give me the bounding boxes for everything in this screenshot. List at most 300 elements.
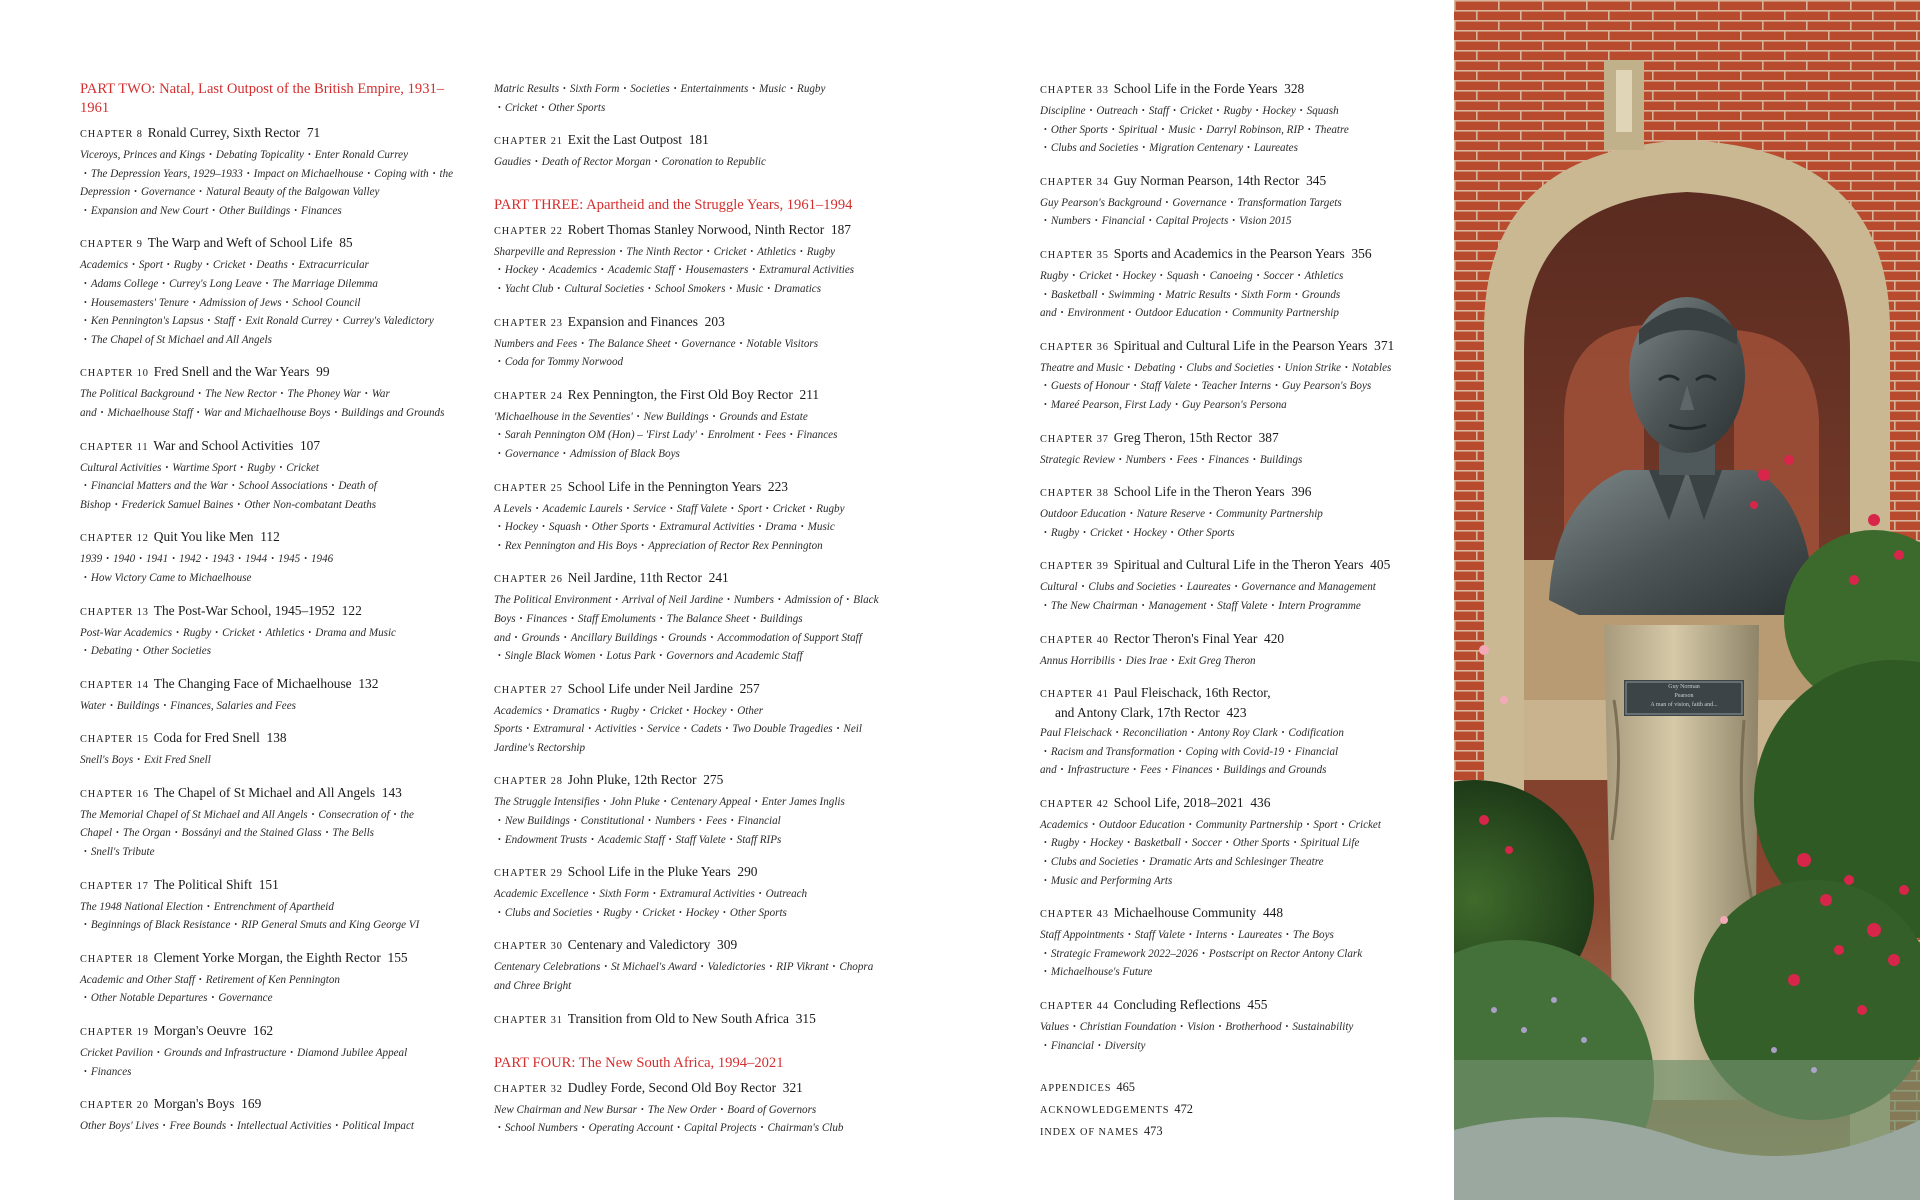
chapter-entry [80, 124, 460, 220]
chapter-number: CHAPTER 14 [80, 679, 149, 691]
bullet-separator: • [84, 168, 87, 178]
chapter-title: The Political Shift [153, 876, 252, 892]
subtopic: Squash [1306, 105, 1339, 117]
bullet-separator: • [1225, 838, 1229, 848]
subtopic: Appreciation of Rector Rex Pennington [648, 539, 823, 552]
subtopic: New Buildings [643, 410, 709, 423]
bullet-separator: • [1142, 143, 1146, 153]
subtopic: Migration Centenary [1149, 142, 1244, 155]
subtopic: Music [1168, 123, 1196, 136]
bullet-separator: • [137, 755, 141, 765]
bullet-separator: • [205, 554, 208, 564]
subtopic: Environment [1067, 307, 1125, 320]
chapter-entry [80, 949, 460, 1008]
bullet-separator: • [498, 357, 501, 367]
chapter-page-number: 420 [1264, 630, 1285, 646]
chapter-heading [1040, 904, 1435, 924]
chapter-entry [494, 131, 884, 172]
back-matter-page: 465 [1116, 1080, 1135, 1095]
chapter-subtopics [1040, 102, 1435, 158]
bullet-separator: • [307, 150, 311, 159]
bullet-separator: • [654, 157, 658, 167]
bullet-separator: • [110, 700, 113, 710]
bullet-separator: • [1184, 838, 1188, 848]
bullet-separator: • [519, 613, 523, 623]
chapter-entry [494, 1079, 884, 1138]
chapter-title: Spiritual and Cultural Life in the Theron Years [1113, 557, 1364, 573]
subtopic: Clubs and Societies [1088, 581, 1176, 594]
chapter-entry [1040, 630, 1435, 671]
bullet-separator: • [1285, 1022, 1289, 1032]
subtopic: Sport [1313, 818, 1338, 831]
bullet-separator: • [1231, 930, 1235, 940]
subtopic: Vision 2015 [1239, 215, 1292, 228]
bullet-separator: • [294, 205, 298, 215]
subtopic: Governance [140, 186, 196, 199]
subtopic: The Marriage Dilemma [272, 277, 378, 290]
subtopic: Fees [705, 815, 727, 828]
bullet-separator: • [84, 297, 87, 307]
bullet-separator: • [132, 260, 135, 270]
subtopic: Other Sports [591, 521, 649, 534]
chapter-entry [1040, 337, 1435, 415]
subtopic: The Bells [332, 827, 374, 840]
subtopic: The Political Background [80, 388, 195, 401]
chapter-heading [494, 386, 884, 406]
bullet-separator: • [364, 389, 368, 399]
chapter-number: CHAPTER 44 [1040, 1001, 1109, 1013]
bullet-separator: • [1210, 600, 1214, 610]
subtopic: Postscript on Rector Antony Clark [1208, 947, 1363, 960]
subtopic: Deaths [256, 259, 288, 272]
chapter-number: CHAPTER 23 [494, 317, 563, 329]
subtopic: Swimming [1108, 288, 1155, 301]
chapter-heading [80, 876, 460, 896]
bullet-separator: • [1194, 381, 1198, 391]
bullet-separator: • [304, 554, 307, 564]
bullet-separator: • [767, 283, 771, 293]
bullet-separator: • [1092, 819, 1095, 829]
bullet-separator: • [615, 595, 619, 605]
subtopic: Antony Roy Clark [1198, 727, 1278, 740]
bullet-separator: • [712, 411, 716, 421]
bullet-separator: • [1044, 143, 1047, 153]
bullet-separator: • [1044, 600, 1047, 610]
subtopic: Michaelhouse Staff [107, 406, 193, 419]
chapter-page-number: 309 [717, 937, 738, 953]
chapter-page-number: 257 [739, 680, 760, 696]
subtopic: Ancillary Buildings [570, 631, 658, 644]
subtopic: Governance [218, 992, 273, 1005]
bullet-separator: • [678, 265, 682, 275]
bullet-separator: • [546, 705, 549, 715]
bullet-separator: • [230, 1121, 234, 1131]
subtopic: Guy Pearson's Background [1040, 196, 1162, 209]
chapter-entry [80, 234, 460, 349]
bullet-separator: • [663, 797, 667, 807]
chapter-subtopics [494, 1101, 884, 1138]
bullet-separator: • [1097, 1040, 1101, 1050]
chapter-number: CHAPTER 29 [494, 868, 563, 880]
bust-plaque-text [1628, 683, 1740, 713]
chapter-heading [80, 784, 460, 804]
bullet-separator: • [1230, 197, 1234, 207]
chapter-subtopics [1040, 505, 1435, 542]
bullet-separator: • [581, 338, 585, 348]
bullet-separator: • [393, 809, 397, 819]
chapter-heading [494, 680, 884, 700]
subtopic: Reconciliation [1122, 727, 1188, 740]
bullet-separator: • [498, 834, 501, 844]
chapter-number: CHAPTER 21 [494, 136, 563, 148]
bullet-separator: • [1179, 582, 1183, 592]
chapter-title: Centenary and Valedictory [567, 937, 711, 953]
chapter-page-number: 345 [1306, 172, 1327, 188]
chapter-subtopics [1040, 194, 1435, 231]
bullet-separator: • [727, 595, 730, 605]
subtopic: Staff Valete [1134, 929, 1185, 942]
chapter-page-number: 275 [703, 772, 724, 788]
chapter-page-number: 321 [782, 1079, 803, 1095]
subtopic: Finances [90, 1065, 132, 1078]
bullet-separator: • [1133, 381, 1137, 391]
chapter-entry [494, 478, 884, 556]
bullet-separator: • [498, 907, 501, 917]
bullet-separator: • [1281, 728, 1285, 738]
toc-column-middle [494, 80, 884, 1152]
subtopic: Cricket Pavilion [80, 1047, 154, 1060]
toc-column-left [80, 80, 460, 1150]
chapter-title: Paul Fleischack, 16th Rector, [1113, 685, 1271, 701]
bullet-separator: • [498, 1123, 501, 1133]
bullet-separator: • [84, 646, 87, 656]
subtopic: Buildings and [494, 612, 803, 644]
subtopic: Wartime Sport [172, 461, 237, 474]
bullet-separator: • [1044, 399, 1047, 409]
subtopic: Retirement of Ken Pennington [205, 973, 340, 986]
chapter-number: CHAPTER 10 [80, 368, 149, 380]
bullet-separator: • [677, 1123, 680, 1133]
subtopic: Staff Emoluments [577, 612, 656, 625]
bullet-separator: • [846, 595, 850, 605]
chapter-subtopics [1040, 926, 1435, 982]
bullet-separator: • [1345, 362, 1348, 372]
chapter-title: The Changing Face of Michaelhouse [153, 675, 352, 691]
bullet-separator: • [1297, 270, 1301, 280]
subtopic: Neil Jardine's Rectorship [494, 723, 862, 754]
bullet-separator: • [1173, 106, 1176, 115]
subtopic: Laureates [1186, 581, 1231, 594]
subtopic: Entrenchment of Apartheid [213, 900, 334, 913]
subtopic: Chopra and Chree Bright [494, 961, 874, 993]
bullet-separator: • [790, 84, 794, 93]
bullet-separator: • [730, 705, 734, 715]
subtopic: Frederick Samuel Baines [121, 498, 234, 511]
bullet-separator: • [1127, 362, 1131, 372]
bullet-separator: • [648, 816, 651, 826]
bullet-separator: • [258, 627, 262, 637]
bullet-separator: • [700, 430, 704, 440]
bullet-separator: • [760, 1123, 764, 1133]
subtopic: Soccer [1263, 269, 1294, 282]
bullet-separator: • [498, 448, 501, 458]
bullet-separator: • [207, 316, 211, 326]
chapter-page-number: 99 [316, 364, 330, 380]
chapter-heading [1040, 556, 1435, 576]
chapter-subtopics [80, 1044, 460, 1081]
subtopic: Grounds [668, 631, 707, 644]
chapter-heading [80, 675, 460, 695]
subtopic: The Ninth Rector [626, 245, 703, 258]
chapter-subtopics [494, 243, 884, 299]
subtopic: 1942 [179, 553, 202, 566]
subtopic: Dramatics [774, 282, 822, 295]
chapter-subtopics [80, 806, 460, 862]
bullet-separator: • [1127, 930, 1131, 940]
bullet-separator: • [514, 632, 518, 642]
subtopic: Impact on Michaelhouse [253, 167, 364, 180]
chapter-entry [1040, 483, 1435, 542]
subtopic: Rugby [610, 704, 639, 717]
chapter-subtopics [494, 591, 884, 665]
bullet-separator: • [100, 407, 104, 417]
chapter-title: Rector Theron's Final Year [1113, 630, 1258, 646]
subtopic: Codification [1288, 727, 1344, 740]
subtopic: The New Order [647, 1103, 717, 1116]
subtopic: Notable Visitors [746, 337, 819, 350]
chapter-number: CHAPTER 9 [80, 239, 143, 251]
subtopic: Coping with Covid-19 [1185, 745, 1285, 758]
subtopic: Staff Valete [676, 502, 728, 515]
subtopic: Theatre and Music [1040, 361, 1124, 374]
subtopic: Spiritual Life [1300, 837, 1360, 850]
chapter-entry [494, 863, 884, 922]
toc-entries [1040, 80, 1435, 1055]
subtopic: Music [807, 521, 835, 534]
bullet-separator: • [1072, 1022, 1076, 1032]
chapter-subtopics [494, 702, 884, 758]
subtopic: A Levels [494, 502, 532, 515]
bullet-separator: • [136, 646, 139, 656]
subtopic: Guy Pearson's Boys [1281, 380, 1372, 393]
bullet-separator: • [1044, 838, 1047, 848]
subtopic: Service [633, 502, 666, 515]
subtopic: Other Boys' Lives [80, 1120, 159, 1133]
bullet-separator: • [1118, 655, 1122, 665]
subtopic: Beginnings of Black Resistance [90, 919, 231, 932]
subtopic: Debating Topicality [215, 149, 304, 161]
subtopic: Governors and Academic Staff [666, 650, 803, 663]
subtopic: Housemasters' Tenure [90, 296, 189, 309]
bullet-separator: • [534, 157, 538, 167]
bullet-separator: • [84, 847, 87, 857]
subtopic: Numbers [1050, 215, 1091, 228]
bullet-separator: • [571, 613, 574, 623]
chapter-heading [1040, 483, 1435, 503]
subtopic: Other Sports [548, 101, 606, 114]
subtopic: Endowment Trusts [504, 833, 588, 846]
bullet-separator: • [215, 627, 219, 637]
part-heading: PART FOUR: The New South Africa, 1994–2021 [494, 1054, 784, 1071]
subtopic: Darryl Robinson, RIP [1206, 123, 1304, 136]
chapter-subtopics [494, 885, 884, 922]
subtopic: Spiritual [1118, 123, 1158, 136]
bullet-separator: • [498, 265, 501, 275]
subtopic: Dramatic Arts and Schlesinger Theatre [1149, 856, 1324, 869]
back-matter-label: INDEX OF NAMES [1040, 1127, 1139, 1139]
subtopic: Extramural [533, 723, 585, 736]
bullet-separator: • [706, 246, 710, 256]
bullet-separator: • [165, 462, 169, 472]
bullet-separator: • [1044, 216, 1047, 226]
bullet-separator: • [752, 265, 756, 275]
chapter-subtopics [80, 550, 460, 587]
subtopic: Canoeing [1209, 269, 1253, 282]
chapter-heading [1040, 337, 1435, 357]
subtopic: The Political Environment [494, 594, 612, 607]
subtopic: Other Sports [1232, 837, 1290, 850]
chapter-page-number: 371 [1374, 337, 1395, 353]
chapter-entry [80, 528, 460, 587]
chapter-page-number: 155 [387, 949, 408, 965]
subtopic: Extramural Activities [759, 264, 855, 277]
chapter-title: Spiritual and Cultural Life in the Pearson Years [1113, 337, 1368, 353]
chapter-title-line2 [1040, 704, 1435, 722]
chapter-title: The Chapel of St Michael and All Angels [153, 784, 376, 800]
chapter-subtopics [80, 385, 460, 422]
subtopic: Numbers [733, 594, 774, 607]
bullet-separator: • [238, 316, 242, 326]
bullet-separator: • [1216, 106, 1220, 115]
subtopic: Hockey [693, 704, 727, 717]
bullet-separator: • [1188, 819, 1192, 829]
subtopic: Guy Pearson's Persona [1182, 398, 1287, 411]
subtopic: Sharpeville and Repression [494, 245, 616, 258]
chapter-number: CHAPTER 39 [1040, 561, 1109, 573]
bullet-separator: • [231, 481, 235, 491]
chapter-page-number: 290 [737, 864, 758, 880]
bullet-separator: • [1044, 381, 1047, 391]
subtopic: Extracurricular [298, 259, 369, 272]
chapter-number: CHAPTER 20 [80, 1100, 149, 1112]
subtopic: The 1948 National Election [80, 900, 203, 913]
chapter-number: CHAPTER 19 [80, 1027, 149, 1039]
subtopic: Cricket [1348, 818, 1381, 831]
bullet-separator: • [335, 1121, 339, 1131]
bullet-separator: • [192, 297, 196, 307]
bullet-separator: • [769, 962, 773, 972]
subtopic: Other Non-combatant Deaths [244, 498, 377, 511]
subtopic: the Depression [80, 167, 454, 199]
bullet-separator: • [157, 1048, 160, 1058]
subtopic: Matric Results [494, 83, 560, 95]
bullet-separator: • [729, 283, 733, 293]
bullet-separator: • [1126, 527, 1130, 537]
bullet-separator: • [1170, 527, 1174, 537]
bullet-separator: • [635, 907, 639, 917]
subtopic: Other Buildings [219, 204, 291, 217]
chapter-number: CHAPTER 35 [1040, 249, 1109, 261]
bullet-separator: • [1216, 765, 1220, 775]
bullet-separator: • [1175, 399, 1178, 409]
subtopic: Cricket [642, 906, 675, 919]
bullet-separator: • [668, 834, 672, 844]
chapter-title-cont: and Antony Clark, 17th Rector [1055, 705, 1220, 721]
bullet-separator: • [106, 554, 109, 564]
chapter-number: CHAPTER 31 [494, 1014, 563, 1026]
subtopic: Finances [796, 429, 838, 442]
subtopic: Cricket [1179, 105, 1213, 117]
subtopic: Sport [737, 502, 762, 515]
back-matter-label: ACKNOWLEDGEMENTS [1040, 1105, 1170, 1117]
subtopic: Extramural Activities [659, 521, 755, 534]
bullet-separator: • [526, 724, 530, 734]
subtopic: Sixth Form [599, 888, 649, 901]
subtopic: Cricket [772, 502, 806, 515]
subtopic: Brotherhood [1225, 1021, 1282, 1034]
bullet-separator: • [331, 481, 335, 491]
bullet-separator: • [498, 540, 501, 550]
chapter-number: CHAPTER 33 [1040, 85, 1109, 96]
bullet-separator: • [1094, 216, 1098, 226]
subtopic: Sport [138, 259, 163, 272]
chapter-number: CHAPTER 25 [494, 482, 563, 494]
chapter-title: Transition from Old to New South Africa [567, 1010, 789, 1026]
bullet-separator: • [308, 627, 312, 637]
chapter-heading [494, 313, 884, 333]
bullet-separator: • [765, 503, 769, 513]
bullet-separator: • [1044, 948, 1047, 958]
subtopic: Buildings [116, 699, 160, 712]
chapter-entry [80, 437, 460, 515]
subtopic: The Chapel of St Michael and All Angels [90, 333, 272, 346]
bullet-separator: • [1169, 454, 1173, 464]
chapter-subtopics [80, 1117, 460, 1136]
bullet-separator: • [1232, 216, 1236, 226]
subtopic: Teacher Interns [1201, 380, 1272, 393]
bullet-separator: • [603, 797, 607, 807]
subtopic: Activities [595, 723, 637, 736]
bullet-separator: • [626, 503, 630, 513]
chapter-number: CHAPTER 34 [1040, 176, 1109, 188]
subtopic: Community Partnership [1215, 508, 1323, 521]
subtopic: Guests of Honour [1050, 380, 1130, 393]
bullet-separator: • [84, 334, 87, 344]
bullet-separator: • [291, 260, 295, 270]
subtopic: Michaelhouse's Future [1050, 966, 1153, 979]
chapter-entry [494, 771, 884, 849]
bullet-separator: • [800, 522, 804, 532]
chapter-number: CHAPTER 30 [494, 941, 563, 953]
subtopic: Bossányi and the Stained Glass [181, 827, 322, 840]
bullet-separator: • [636, 411, 640, 421]
chapter-subtopics [1040, 578, 1435, 615]
bullet-separator: • [1171, 655, 1175, 665]
chapter-number: CHAPTER 38 [1040, 488, 1109, 500]
chapter-title: Fred Snell and the War Years [153, 364, 310, 380]
chapter-subtopics [1040, 267, 1435, 323]
bullet-separator: • [1299, 106, 1303, 115]
subtopic: Exit Fred Snell [144, 754, 211, 767]
chapter-title: Coda for Fred Snell [153, 730, 260, 746]
bullet-separator: • [596, 907, 600, 917]
subtopic: Chairman's Club [767, 1122, 844, 1135]
subtopic: Buildings [1259, 453, 1303, 466]
subtopic: Two Double Tragedies [732, 723, 833, 736]
bullet-separator: • [198, 389, 202, 399]
bullet-separator: • [661, 632, 665, 642]
subtopic: Hockey [1122, 269, 1156, 282]
